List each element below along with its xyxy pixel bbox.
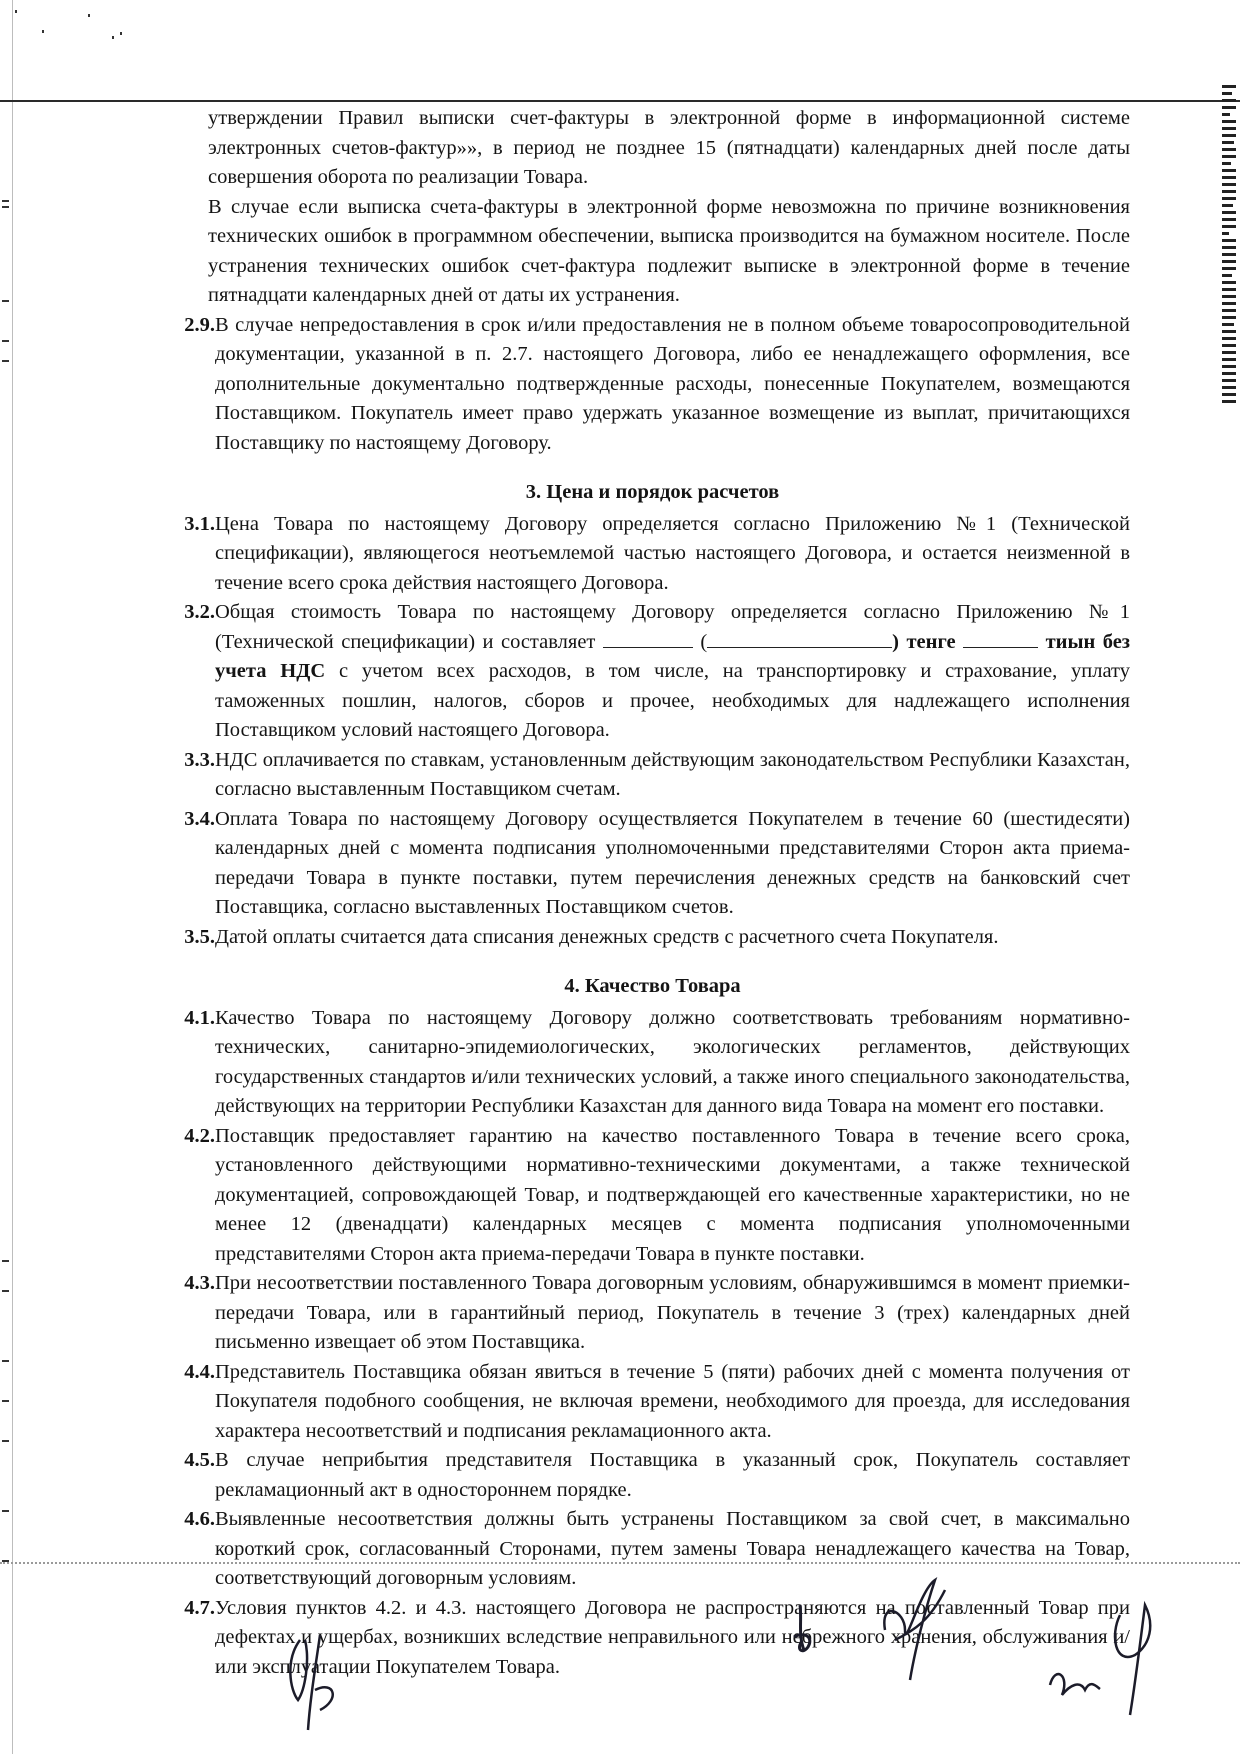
clause-number: 4.3. <box>184 1272 215 1294</box>
clause-number: 4.4. <box>184 1360 215 1383</box>
clause-4-3 <box>175 1269 1130 1358</box>
signatures-area <box>0 1565 1240 1754</box>
clause-text: НДС оплачивается по ставкам, установленным действующим законодательством Республики Казахстан, согласно выставленным Поставщиком счетам. <box>215 748 1130 800</box>
clause-text: Поставщик предоставляет гарантию на качество поставленного Товара в течение всего срока, установленного действующими нормативно-техническими документами, а также технической документацией, сопровождающей Товар, и подтверждающей его качественные характеристики, но не менее 12 (двенадцати) календарных месяцев с момента подписания уполномоченными представителями Сторон акта приема-передачи Товара в пункте поставки. <box>215 1124 1130 1265</box>
clause-text: Представитель Поставщика обязан явиться в течение 5 (пяти) рабочих дней с момента получения от Покупателя подобного сообщения, не включая времени, необходимого для проезда, для исследования характера несоответствий и подписания рекламационного акта. <box>215 1360 1130 1442</box>
clause-3-2-part-e: с учетом всех расходов, в том числе, на транспортировку и страхование, уплату таможенных пошлин, налогов, сборов и прочее, необходимых для надлежащего исполнения Поставщиком условий настоящего Договора. <box>215 660 1130 741</box>
left-margin-marks <box>2 180 10 1580</box>
footer-rule <box>0 1562 1240 1564</box>
clause-3-3 <box>175 746 1130 805</box>
clause-3-5 <box>175 923 1130 953</box>
right-margin-barcode <box>1222 85 1236 445</box>
clause-text: В случае непредоставления в срок и/или предоставления не в полном объеме товаросопроводительной документации, указанной в п. 2.7. настоящего Договора, либо ее ненадлежащего оформления, все дополнительные документально подтвержденные расходы, понесенные Покупателем, возмещаются Поставщиком. Покупатель имеет право удержать указанное возмещение из выплат, причитающихся Поставщику по настоящему Договору. <box>215 313 1130 454</box>
clause-text: В случае неприбытия представителя Поставщика в указанный срок, Покупатель составляет рекламационный акт в одностороннем порядке. <box>215 1449 1130 1501</box>
clause-4-4 <box>175 1358 1130 1447</box>
clause-text: Выявленные несоответствия должны быть устранены Поставщиком за свой счет, в максимально короткий срок, согласованный Сторонами, путем замены Товара ненадлежащего качества на Товар, соответствующий договорным условиям. <box>215 1508 1130 1589</box>
clause-4-5 <box>175 1446 1130 1505</box>
clause-number: 3.5. <box>184 925 215 948</box>
signature-3 <box>280 1630 350 1740</box>
continuation-paragraph-1: утверждении Правил выписки счет-фактуры в электронной форме в информационной системе электронных счетов-фактур»», в период не позднее 15 (пятнадцати) календарных дней после даты совершения оборота по реализации Товара. <box>208 107 1130 188</box>
signature-2 <box>875 1570 955 1690</box>
clause-4-2 <box>175 1122 1130 1270</box>
clause-number: 4.2. <box>184 1124 215 1147</box>
clause-text: При несоответствии поставленного Товара договорным условиям, обнаружившимся в момент приемки-передачи Товара, или в гарантийный период, Покупатель в течение 3 (трех) календарных дней письменно извещает об этом Поставщика. <box>215 1272 1130 1353</box>
clause-text: Качество Товара по настоящему Договору должно соответствовать требованиям нормативно-технических, санитарно-эпидемиологических, экологических регламентов, действующих государственных стандартов и/или технических условий, а также иного специального законодательства, действующих на территории Республики Казахстан для данного вида Товара на момент его поставки. <box>215 1006 1130 1117</box>
signature-1 <box>780 1595 840 1665</box>
clause-number: 4.6. <box>184 1508 215 1530</box>
clause-text: Цена Товара по настоящему Договору определяется согласно Приложению №1 (Технической спецификации), являющегося неотъемлемой частью настоящего Договора, и остается неизменной в течение всего срока действия настоящего Договора. <box>215 512 1130 594</box>
clause-number: 3.4. <box>184 807 215 830</box>
clause-text: Датой оплаты считается дата списания денежных средств с расчетного счета Покупателя. <box>215 925 999 948</box>
clause-text: Оплата Товара по настоящему Договору осуществляется Покупателем в течение 60 (шестидесяти) календарных дней с момента подписания уполномоченными представителями Сторон акта приема-передачи Товара в пункте поставки, путем перечисления денежных средств на банковский счет Поставщика, согласно выставленных Поставщиком счетов. <box>215 807 1130 918</box>
clause-number: 4.5. <box>184 1449 215 1471</box>
clause-number: 3.2. <box>184 601 215 623</box>
section-4-heading: 4. Качество Товара <box>564 975 741 997</box>
price-in-words-blank-field[interactable] <box>707 647 892 648</box>
clause-text <box>215 598 1130 746</box>
clause-3-1 <box>175 510 1130 599</box>
clause-3-2-part-b: ( <box>700 630 708 653</box>
clause-number: 4.7. <box>184 1596 215 1619</box>
clause-3-2-part-d: тиын без учета НДС <box>215 630 1131 682</box>
continuation-paragraph-2: В случае если выписка счета-фактуры в электронной форме невозможна по причине возникновения технических ошибок в программном обеспечении, выписка производится на бумажном носителе. После устранения технических ошибок счет-фактура подлежит выписке в электронной форме в течение пятнадцати календарных дней от даты их устранения. <box>208 195 1130 306</box>
clause-3-2-part-c: ) тенге <box>892 630 956 653</box>
clause-number: 4.1. <box>184 1006 215 1029</box>
clause-number: 2.9. <box>184 313 215 336</box>
clause-3-4 <box>175 805 1130 923</box>
header-rule <box>0 100 1240 102</box>
clause-number: 3.3. <box>184 748 215 771</box>
signature-4 <box>1040 1585 1180 1725</box>
clause-3-2 <box>175 598 1130 746</box>
clause-3-2-part-a: Общая стоимость Товара по настоящему Договору определяется согласно Приложению №1 (Технической спецификации) и составляет <box>215 601 1130 653</box>
clause-4-1 <box>175 1004 1130 1122</box>
clause-number: 3.1. <box>184 512 215 535</box>
tiyn-blank-field[interactable] <box>963 647 1038 648</box>
section-3-heading: 3. Цена и порядок расчетов <box>525 481 780 503</box>
clause-2-9 <box>175 311 1130 459</box>
clause-text: Условия пунктов 4.2. и 4.3. настоящего Договора не распространяются на поставленный Товар при дефектах и ущербах, возникших вследствие неправильного или небрежного хранения, обслуживания и/или эксплуатации Покупателем Товара. <box>215 1596 1130 1678</box>
price-blank-field[interactable] <box>603 647 693 648</box>
scan-left-edge <box>12 0 13 1754</box>
document-body <box>175 104 1130 1682</box>
